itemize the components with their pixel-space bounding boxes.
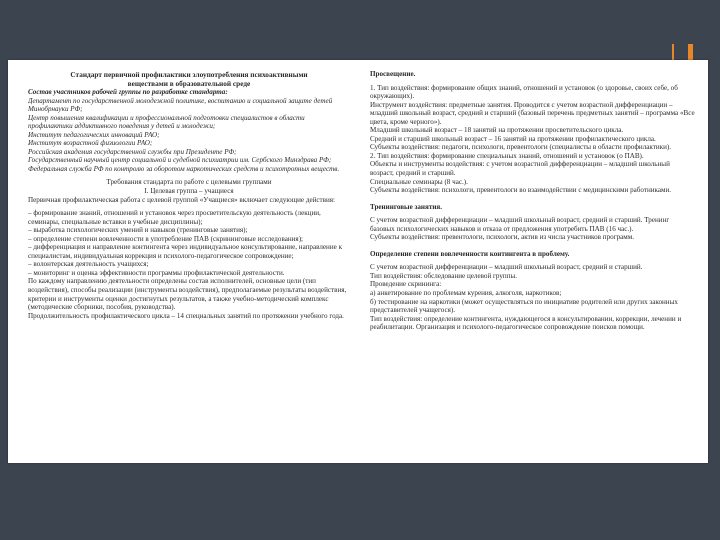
paragraph-1: По каждому направлению деятельности определены состав исполнителей, основные цели (тип воздействия), способы реализации (инструменты воздействия), предполагаемые результаты воздействия, критерии и инструменты оценки достигнутых результатов, а также учебно-методический комплекс (методические сборники, пособия, руководства).	[28, 277, 347, 312]
requirements-subtitle: I. Целевая группа – учащиеся	[144, 187, 234, 196]
section-item: Младший школьный возраст – 18 занятий на протяжении просветительского цикла.	[370, 126, 624, 135]
section-item: Тип воздействия: обследование целевой группы.	[370, 271, 518, 280]
title-line-1: Стандарт первичной профилактики злоупотребления психоактивными	[70, 70, 308, 79]
group-heading: Состав участников рабочей группы по разработке стандарта:	[28, 88, 228, 96]
action-item: – волонтерская деятельность учащихся;	[28, 260, 149, 269]
member-item: Департамент по государственной молодежной политике, воспитанию и социальной защите детей Минобрнауки РФ;	[28, 96, 333, 114]
intro-paragraph: Первичная профилактическая работа с целевой группой «Учащиеся» включает следующие действия:	[28, 195, 336, 204]
action-item: – мониторинг и оценка эффективности программы профилактической деятельности.	[28, 268, 285, 277]
action-item: – формирование знаний, отношений и установок через просветительскую деятельность (лекции, семинары, специальные вставки в учебные дисциплины);	[28, 209, 321, 226]
section-item: а) анкетирование по проблемам курения, алкоголя, наркотиков;	[370, 289, 562, 298]
left-column	[28, 70, 350, 320]
section-item: Инструмент воздействия: предметные занятия. Проводится с учетом возрастной дифференциации – младший школьный возраст, средний и старший (базовый перечень предметных занятий – программа «Все цвета, кроме черного»).	[370, 100, 695, 126]
section-item: 2. Тип воздействия: формирование специальных знаний, отношений и установок (о ПАВ).	[370, 151, 644, 160]
section-item: С учетом возрастной дифференциации – младший школьный возраст, средний и старший. Тренинг базовых психологических навыков и отказа от предложения употребить ПАВ (16 час.).	[370, 216, 670, 233]
document-title	[28, 70, 350, 88]
action-item: – дифференциация и направление контингента через индивидуальное консультирование, направление к специалистам, индивидуальная коррекция и психолого-педагогическое сопровождение;	[28, 243, 343, 260]
title-line-2: веществами в образовательной среде	[127, 79, 251, 88]
document-page	[8, 60, 708, 463]
section-heading-screening: Определение степени вовлеченности контингента в проблему.	[370, 249, 570, 258]
action-item: – определение степени вовлеченности в употребление ПАВ (скрининговые исследования);	[28, 234, 304, 243]
requirements-title: Требования стандарта по работе с целевыми группами	[106, 178, 272, 187]
screening-items	[370, 263, 695, 331]
section-item: Проведение скрининга:	[370, 280, 442, 289]
section-item: Средний и старший школьный возраст – 16 занятий на протяжении профилактического цикла.	[370, 134, 656, 143]
section-item: Субъекты воздействия: педагоги, психологи, превентологи (специалисты в области профилактики).	[370, 143, 672, 152]
member-item: Институт педагогических инноваций РАО;	[28, 130, 160, 139]
member-item: Федеральная служба РФ по контролю за оборотом наркотических средств и психотропных веществ.	[28, 164, 340, 173]
section-item: Специальные семинары (8 час.).	[370, 177, 468, 186]
action-item: – выработка психологических умений и навыков (тренинговые занятия);	[28, 226, 248, 235]
section-heading-trainings: Тренинговые занятия.	[370, 202, 443, 211]
section-item: Объекты и инструменты воздействия: с учетом возрастной дифференциации – младший школьный возраст, средний и старший.	[370, 160, 670, 178]
right-column	[370, 70, 695, 332]
enlightenment-items	[370, 84, 695, 195]
member-item: Государственный научный центр социальной и судебной психиатрии им. Сербского Минздрава РФ;	[28, 156, 332, 165]
section-item: С учетом возрастной дифференциации – младший школьный возраст, средний и старший.	[370, 263, 643, 272]
actions-list	[28, 209, 350, 277]
trainings-items	[370, 216, 695, 242]
section-item: Тип воздействия: определение контингента, нуждающегося в консультировании, коррекции, лечении и реабилитации. Организация и психолого-педагогическое сопровождение поисков помощи.	[370, 314, 682, 332]
member-item: Российская академия государственной службы при Президенте РФ;	[28, 147, 237, 156]
members-list	[28, 97, 350, 174]
member-item: Институт возрастной физиологии РАО;	[28, 139, 153, 148]
section-item: Субъекты воздействия: превентологи, психологи, актив из числа участников программ.	[370, 233, 635, 242]
paragraph-2: Продолжительность профилактического цикла – 14 специальных занятий по протяжении учебного года.	[28, 311, 344, 320]
member-item: Центр повышения квалификации и профессиональной подготовки специалистов в области профилактики аддиктивного поведения у детей и молодежи;	[28, 113, 305, 131]
section-item: б) тестирование на наркотики (может осуществляться по инициативе родителей или других законных представителей учащегося).	[370, 297, 678, 315]
section-item: 1. Тип воздействия: формирование общих знаний, отношений и установок (о здоровье, своих себе, об окружающих).	[370, 83, 678, 101]
section-heading-enlightenment: Просвещение.	[370, 70, 416, 78]
section-item: Субъекты воздействия: психологи, превентологи во взаимодействии с медицинскими работниками.	[370, 186, 672, 195]
